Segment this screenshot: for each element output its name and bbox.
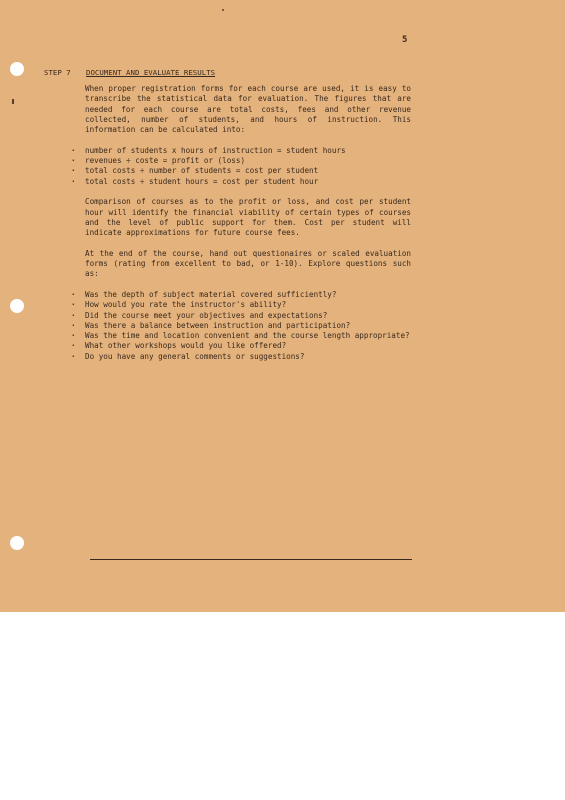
evaluation-paragraph: At the end of the course, hand out questionaires or scaled evaluation forms (rating from excellent to bad, or 1-10). Explore questions such as:: [85, 248, 411, 279]
list-item: · total costs ÷ number of students = cost per student: [85, 166, 411, 176]
step-title: DOCUMENT AND EVALUATE RESULTS: [86, 68, 216, 77]
intro-paragraph: When proper registration forms for each course are used, it is easy to transcribe the statistical data for evaluation. The figures that are needed for each course are total costs, fees and other revenue collected, number of students, and hours of instruction. This information can be calculated into:: [85, 84, 411, 135]
step-label: STEP 7: [44, 68, 71, 77]
list-item: · revenues ÷ coste = profit or (loss): [85, 156, 411, 166]
list-item: · How would you rate the instructor's ability?: [85, 300, 411, 310]
list-item: · What other workshops would you like offered?: [85, 341, 411, 351]
binder-hole-top: [10, 62, 24, 76]
paper-speck: [12, 99, 14, 104]
list-item: · number of students x hours of instruction = student hours: [85, 146, 411, 156]
list-item: · total costs ÷ student hours = cost per student hour: [85, 177, 411, 187]
list-item: · Do you have any general comments or suggestions?: [85, 352, 411, 362]
paper-speck: [222, 9, 224, 11]
list-item: · Was the depth of subject material covered sufficiently?: [85, 290, 411, 300]
page-number: 5: [402, 35, 408, 45]
binder-hole-middle: [10, 299, 24, 313]
list-item: · Was there a balance between instruction and participation?: [85, 321, 411, 331]
calculation-list: [85, 146, 411, 187]
list-item: · Was the time and location convenient and the course length appropriate?: [85, 331, 411, 341]
binder-hole-bottom: [10, 536, 24, 550]
document-body: [85, 84, 411, 372]
list-item: · Did the course meet your objectives and expectations?: [85, 311, 411, 321]
comparison-paragraph: Comparison of courses as to the profit or loss, and cost per student hour will identify the financial viability of certain types of courses and the level of public support for them. Cost per student will indicate approximations for future course fees.: [85, 197, 411, 238]
question-list: [85, 290, 411, 362]
signature-line: [90, 559, 412, 560]
